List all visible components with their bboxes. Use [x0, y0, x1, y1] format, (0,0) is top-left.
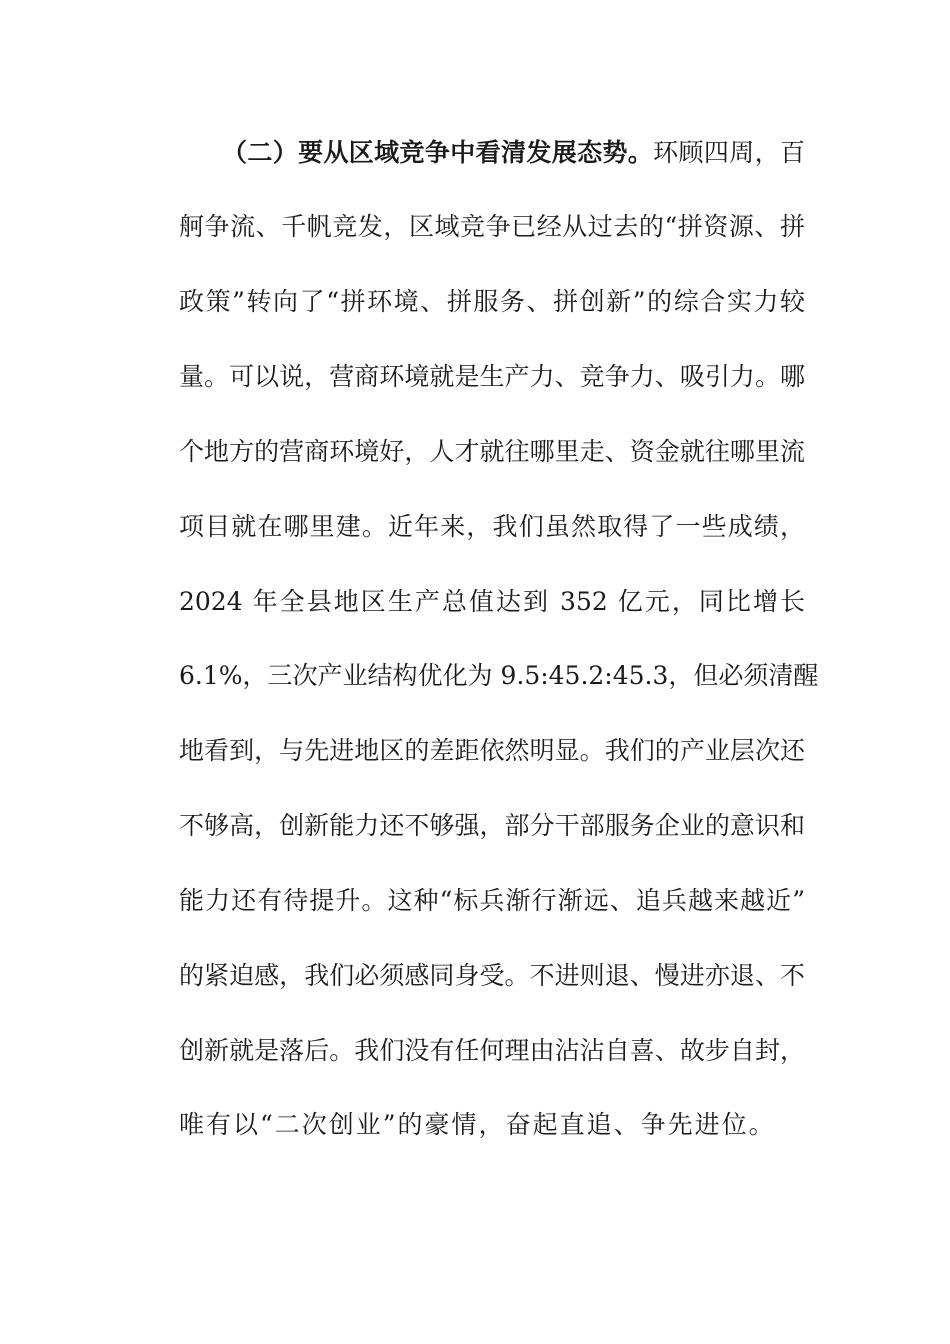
paragraph-line: 的紧迫感，我们必须感同身受。不进则退、慢进亦退、不	[179, 961, 805, 990]
paragraph-first-line	[222, 133, 805, 173]
paragraph-line: 6.1%，三次产业结构优化为 9.5:45.2:45.3，但必须清醒	[179, 661, 819, 690]
paragraph-last-line: 唯有以“二次创业”的豪情，奋起直追、争先进位。	[179, 1110, 776, 1139]
paragraph-line: 量。可以说，营商环境就是生产力、竞争力、吸引力。哪	[179, 362, 805, 391]
paragraph-line: 政策”转向了“拼环境、拼服务、拼创新”的综合实力较	[179, 287, 805, 316]
paragraph-line: 能力还有待提升。这种“标兵渐行渐远、追兵越来越近”	[179, 886, 805, 915]
paragraph-line: 2024 年全县地区生产总值达到 352 亿元，同比增长	[179, 587, 805, 616]
paragraph-line: 地看到，与先进地区的差距依然明显。我们的产业层次还	[179, 736, 805, 765]
paragraph-line: 不够高，创新能力还不够强，部分干部服务企业的意识和	[179, 811, 805, 840]
first-line-text: 环顾四周，百	[653, 138, 805, 167]
paragraph-line: 舸争流、千帆竞发，区域竞争已经从过去的“拼资源、拼	[179, 212, 805, 241]
paragraph-line: 创新就是落后。我们没有任何理由沾沾自喜、故步自封，	[179, 1036, 805, 1065]
paragraph-line: 个地方的营商环境好，人才就往哪里走、资金就往哪里流	[179, 437, 805, 466]
section-heading: （二）要从区域竞争中看清发展态势。	[222, 138, 654, 167]
paragraph-line: 项目就在哪里建。近年来，我们虽然取得了一些成绩，	[179, 512, 805, 541]
